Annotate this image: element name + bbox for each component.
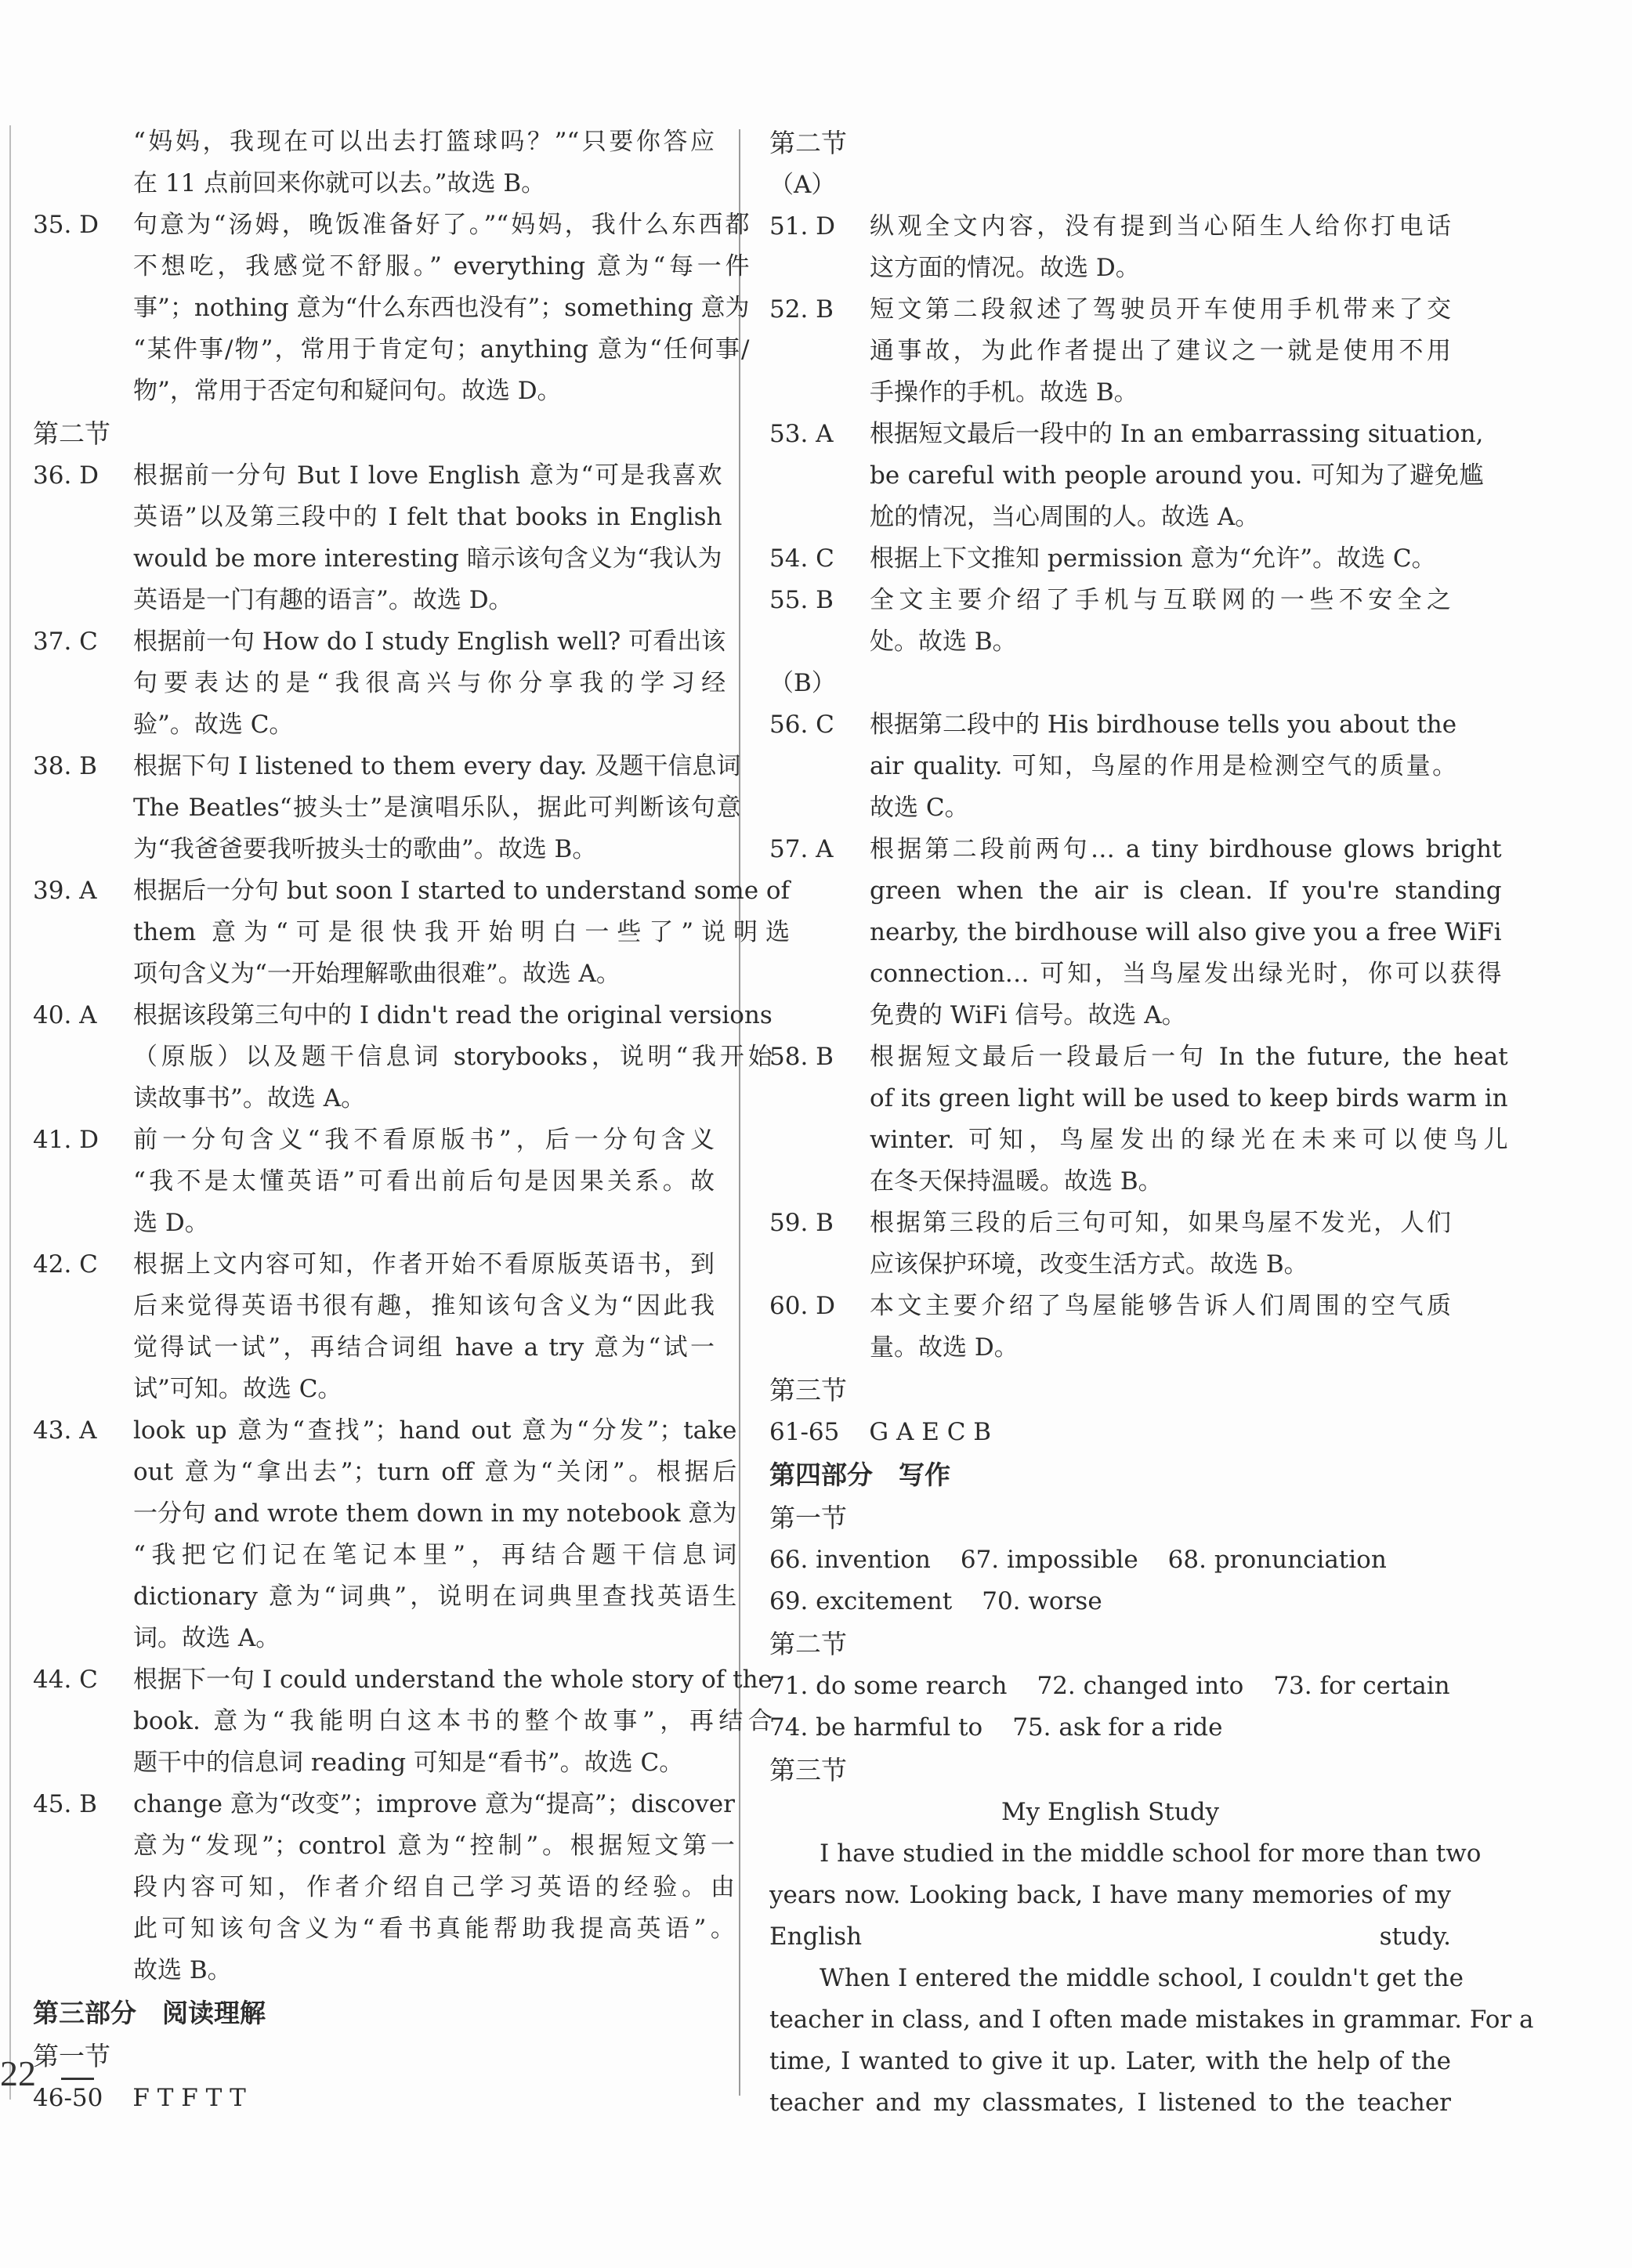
answer-explanation: 根据短文最后一段中的 In an embarrassing situation, be careful with people around you. 可知为了避免尴 尬的情况，当心周围的人。故选 A。 <box>870 420 1484 531</box>
page-number-dash <box>61 2078 94 2080</box>
answer-number: 37. C <box>33 628 98 656</box>
answer-item-59 <box>769 1203 1451 1286</box>
answer-explanation: 本文主要介绍了鸟屋能够告诉人们周围的空气质 量。故选 D。 <box>870 1292 1451 1362</box>
answer-item-36 <box>33 455 722 621</box>
answer-range: 46-50 <box>33 2084 103 2112</box>
answer-explanation: 根据后一分句 but soon I started to understand some of them 意为“可是很快我开始明白一些了”说明选 项句含义为“一开始理解歌曲很难”。故选 A。 <box>133 877 791 988</box>
q34-continuation: “妈妈，我现在可以出去打篮球吗？”“只要你答应 在 11 点前回来你就可以去。”故选 B。 <box>133 128 715 197</box>
answer-item-52 <box>769 289 1451 414</box>
answer-item-37 <box>33 621 726 746</box>
answer-item-38 <box>33 746 741 870</box>
answer-number: 53. A <box>769 420 834 448</box>
answer-number: 56. C <box>769 711 834 739</box>
answer-item-56 <box>769 704 1457 829</box>
passage-label-b: （B） <box>769 669 836 697</box>
answer-item-55 <box>769 580 1451 663</box>
writing-answers-row: 71. do some rearch 72. changed into 73. for certain <box>769 1672 1450 1700</box>
right-column <box>769 121 1534 2124</box>
answer-explanation: look up 意为“查找”；hand out 意为“分发”；take out 意为“拿出去”；turn off 意为“关闭”。根据后 一分句 and wrote them down in my notebook 意为 “我把它们记在笔记本里”，再结合题干信息词 dictionary 意为“词典”，说明在词典里查找英语生 词。故选 A。 <box>133 1416 737 1652</box>
answer-item-41 <box>33 1120 715 1244</box>
writing-answers-row: 66. invention 67. impossible 68. pronunciation <box>769 1546 1387 1574</box>
answer-item-51 <box>769 206 1451 289</box>
writing-answers-row: 69. excitement 70. worse <box>769 1587 1102 1615</box>
section-heading: 第二节 <box>769 128 847 158</box>
answer-explanation: 根据短文最后一段最后一句 In the future, the heat of its green light will be used to keep birds warm in winter. 可知，鸟屋发出的绿光在未来可以使鸟儿 在冬天保持温暖。故选 B。 <box>870 1043 1508 1195</box>
answer-explanation: 前一分句含义“我不看原版书”，后一分句含义 “我不是太懂英语”可看出前后句是因果关系。故 选 D。 <box>133 1126 715 1237</box>
answer-number: 45. B <box>33 1790 97 1818</box>
answer-explanation: 纵观全文内容，没有提到当心陌生人给你打电话 这方面的情况。故选 D。 <box>870 212 1451 282</box>
answer-number: 41. D <box>33 1126 100 1154</box>
answer-explanation: 根据下句 I listened to them every day. 及题干信息词 The Beatles“披头士”是演唱乐队，据此可判断该句意 为“我爸爸要我听披头士的歌曲”。故选 B。 <box>133 752 741 863</box>
answer-explanation: 根据前一句 How do I study English well? 可看出该 句要表达的是“我很高兴与你分享我的学习经 验”。故选 C。 <box>133 628 726 739</box>
answer-item-39 <box>33 870 791 995</box>
left-column <box>33 121 791 2119</box>
writing-answers-row: 74. be harmful to 75. ask for a ride <box>769 1713 1223 1742</box>
answer-number: 58. B <box>769 1043 834 1071</box>
answer-item-44 <box>33 1659 773 1784</box>
section-heading: 第二节 <box>33 418 110 449</box>
answer-explanation: 根据下一句 I could understand the whole story of the book. 意为“我能明白这本书的整个故事”，再结合 题干中的信息词 reading 可知是“看书”。故选 C。 <box>133 1666 773 1777</box>
answers-61-65 <box>769 1412 1451 1453</box>
answer-explanation: 根据第三段的后三句可知，如果鸟屋不发光，人们 应该保护环境，改变生活方式。故选 B。 <box>870 1209 1451 1279</box>
answer-number: 35. D <box>33 211 100 239</box>
answer-number: 43. A <box>33 1416 97 1445</box>
answer-number: 59. B <box>769 1209 834 1237</box>
answer-letters: G A E C B <box>869 1418 992 1446</box>
answer-letters: F T F T T <box>132 2084 246 2112</box>
answer-item-58 <box>769 1036 1508 1203</box>
answer-item-54 <box>769 538 1451 580</box>
answer-number: 60. D <box>769 1292 836 1320</box>
answer-item-53 <box>769 414 1484 538</box>
answer-number: 42. C <box>33 1250 98 1279</box>
answer-explanation: 句意为“汤姆，晚饭准备好了。”“妈妈，我什么东西都 不想吃，我感觉不舒服。” everything 意为“每一件 事”；nothing 意为“什么东西也没有”；something 意为 “某件事/物”，常用于肯定句；anything 意为“任何事/ 物”，常用于否定句和疑问句。故选 D。 <box>133 211 750 405</box>
answer-item-35 <box>33 204 750 412</box>
essay-paragraph-1: I have studied in the middle school for more than two years now. Looking back, I have many memories of my English study. <box>769 1839 1482 1951</box>
essay-title: My English Study <box>1001 1798 1220 1826</box>
section-heading: 第三节 <box>769 1755 847 1785</box>
section-heading: 第一节 <box>769 1503 847 1533</box>
section-heading: 第二节 <box>769 1629 847 1659</box>
part-heading-reading: 第三部分 阅读理解 <box>33 1998 266 2028</box>
answer-number: 51. D <box>769 212 836 241</box>
answer-number: 55. B <box>769 586 834 614</box>
answer-explanation: 根据第二段前两句… a tiny birdhouse glows bright green when the air is clean. If you're standing nearby, the birdhouse will also give you a free WiFi connection… 可知，当鸟屋发出绿光时，你可以获得 免费的 WiFi 信号。故选 A。 <box>870 835 1502 1029</box>
passage-label-a: （A） <box>769 171 836 199</box>
answer-number: 39. A <box>33 877 97 905</box>
part-heading-writing: 第四部分 写作 <box>769 1460 950 1490</box>
answer-number: 57. A <box>769 835 834 863</box>
answer-explanation: 根据前一分句 But I love English 意为“可是我喜欢 英语”以及第三段中的 I felt that books in English would be more interesting 暗示该句含义为“我认为 英语是一门有趣的语言”。故选 D。 <box>133 461 722 614</box>
answer-number: 44. C <box>33 1666 98 1694</box>
answer-explanation: 短文第二段叙述了驾驶员开车使用手机带来了交 通事故，为此作者提出了建议之一就是使用不用 手操作的手机。故选 B。 <box>870 295 1451 407</box>
answer-number: 52. B <box>769 295 834 324</box>
answer-item-42 <box>33 1244 715 1410</box>
answer-item-45 <box>33 1784 735 1991</box>
essay-paragraph-2: When I entered the middle school, I couldn't get the teacher in class, and I often made mistakes in grammar. For a time, I wanted to give it up. Later, with the help of the teacher and my classmates, I listened to the teacher <box>769 1964 1534 2117</box>
answer-explanation: 根据上下文推知 permission 意为“允许”。故选 C。 <box>870 544 1436 573</box>
answer-item-57 <box>769 829 1502 1036</box>
answer-item-40 <box>33 995 773 1120</box>
answer-range: 61-65 <box>769 1418 840 1446</box>
answers-46-50 <box>33 2078 715 2119</box>
section-heading: 第一节 <box>33 2041 110 2071</box>
binding-margin-line <box>9 125 11 2100</box>
answer-item-43 <box>33 1410 737 1659</box>
answer-number: 54. C <box>769 544 834 573</box>
answer-number: 36. D <box>33 461 100 490</box>
answer-explanation: 根据该段第三句中的 I didn't read the original versions （原版）以及题干信息词 storybooks，说明“我开始 读故事书”。故选 A。 <box>133 1001 773 1112</box>
answer-explanation: 全文主要介绍了手机与互联网的一些不安全之 处。故选 B。 <box>870 586 1451 656</box>
section-heading: 第三节 <box>769 1375 847 1405</box>
answer-explanation: 根据第二段中的 His birdhouse tells you about the air quality. 可知，鸟屋的作用是检测空气的质量。 故选 C。 <box>870 711 1457 822</box>
answer-number: 38. B <box>33 752 97 780</box>
page-number: 22 <box>0 2053 36 2093</box>
answer-explanation: 根据上文内容可知，作者开始不看原版英语书，到 后来觉得英语书很有趣，推知该句含义为“因此我 觉得试一试”，再结合词组 have a try 意为“试一 试”可知。故选 C。 <box>133 1250 715 1403</box>
answer-explanation: change 意为“改变”；improve 意为“提高”；discover 意为“发现”；control 意为“控制”。根据短文第一 段内容可知，作者介绍自己学习英语的经验。由 此可知该句含义为“看书真能帮助我提高英语”。 故选 B。 <box>133 1790 735 1984</box>
answer-item-60 <box>769 1286 1451 1369</box>
answer-number: 40. A <box>33 1001 97 1029</box>
